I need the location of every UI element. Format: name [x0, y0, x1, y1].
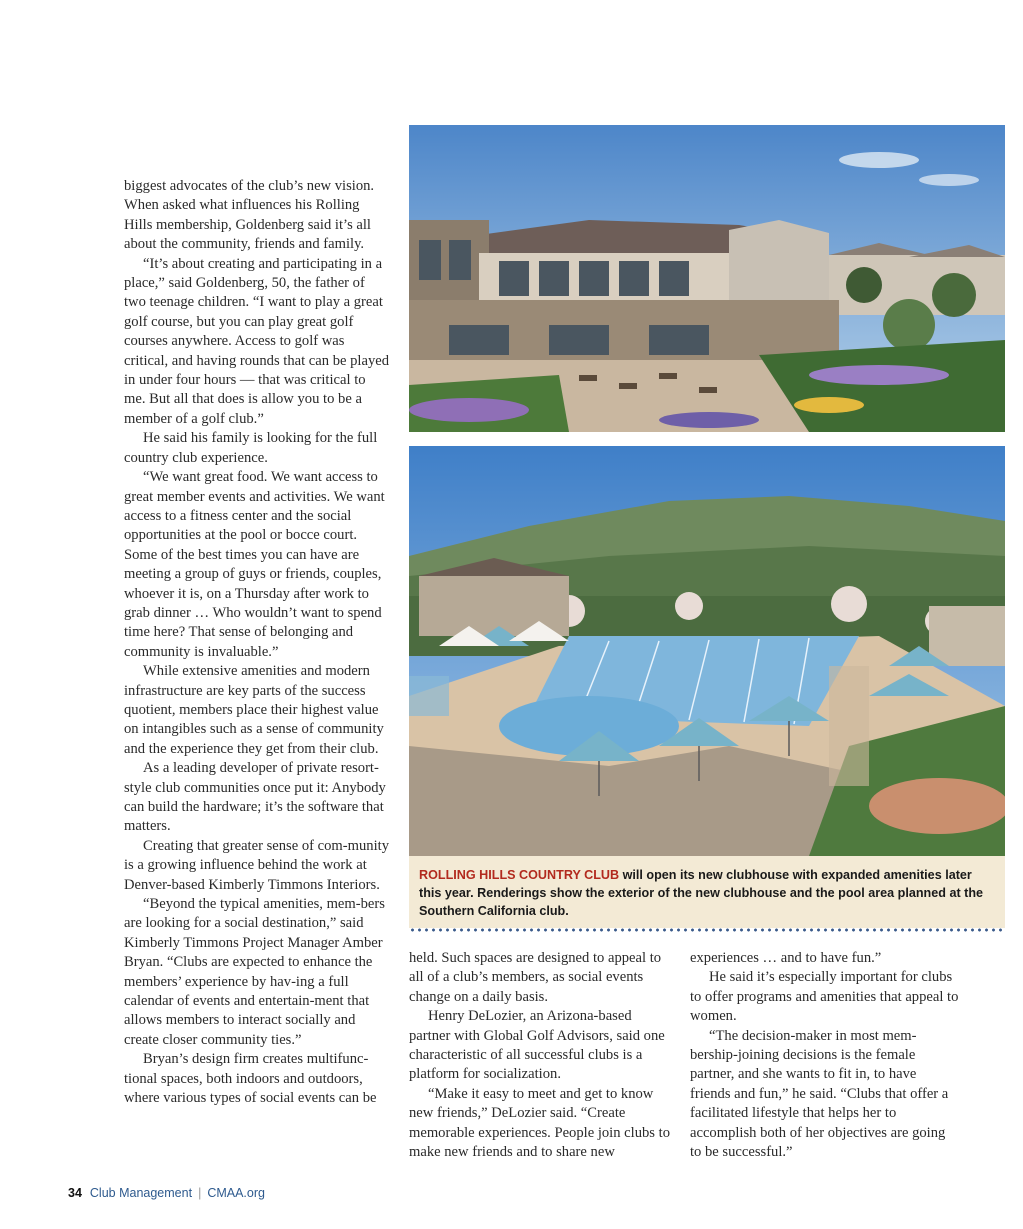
caption-body: will open its new clubhouse with expanded amenities later this year. Renderings show the exterior of the new clubhouse and the pool area planned at the Southern California club. — [419, 868, 984, 918]
article-paragraph: “Beyond the typical amenities, mem-bers are looking for a social destination,” said Kimberly Timmons Project Manager Amber Bryan. “Clubs are expected to enhance the members’ experience by hav-ing a full calendar of events and entertain-ment that allows members to interact socially and create closer community ties.” — [124, 896, 385, 1048]
article-paragraph: Henry DeLozier, an Arizona-based partner with Global Golf Advisors, said one characteristic of all successful clubs is a platform for socialization. — [409, 1008, 665, 1083]
footer-site[interactable]: CMAA.org — [207, 1186, 265, 1200]
article-paragraph: As a leading developer of private resort-style club communities once put it: Anybody can build the hardware; it’s the software that matters. — [124, 760, 386, 835]
caption-dotted-rule — [409, 926, 1005, 934]
article-paragraph: “We want great food. We want access to great member events and activities. We want access to a fitness center and the social opportunities at the pool or bocce court. Some of the best times you can have are meeting a group of guys or friends, couples, whoever it is, on a Thursday after work to grab dinner … Who wouldn’t want to spend time here? That sense of belonging and community is invaluable.” — [124, 469, 385, 660]
article-paragraph: While extensive amenities and modern infrastructure are key parts of the success quotient, members place their highest value on intangibles such as a sense of community and the experience they get from their club. — [124, 663, 384, 757]
article-paragraph: He said it’s especially important for clubs to offer programs and amenities that appeal to women. — [690, 969, 959, 1025]
clubhouse-rendering-photo — [409, 125, 1005, 432]
caption-lead: ROLLING HILLS COUNTRY CLUB — [419, 868, 620, 882]
article-paragraph: He said his family is looking for the full country club experience. — [124, 430, 378, 466]
article-paragraph: “Make it easy to meet and get to know new friends,” DeLozier said. “Create memorable experiences. People join clubs to make new friends and to share new — [409, 1085, 670, 1161]
article-paragraph: “It’s about creating and participating in a place,” said Goldenberg, 50, the father of two teenage children. “I want to play a great golf course, but you can play great golf courses anywhere. Access to golf was critical, and having rounds that can be played in under four hours — that was critical to me. But all that does is allow you to be a member of a golf club.” — [124, 255, 390, 427]
article-paragraph: held. Such spaces are designed to appeal to all of a club’s members, as social events change on a daily basis. — [409, 950, 662, 1005]
article-column-1 — [124, 177, 390, 1109]
article-column-2 — [409, 949, 671, 1162]
photo-caption — [409, 856, 1005, 928]
pool-area-rendering-photo — [409, 446, 1005, 856]
article-column-3 — [690, 949, 960, 1162]
footer-separator: | — [198, 1186, 202, 1200]
article-paragraph: biggest advocates of the club’s new vision. When asked what influences his Rolling Hills membership, Goldenberg said it’s all about the community, friends and family. — [124, 178, 375, 253]
page-footer — [68, 1186, 265, 1200]
article-paragraph: Creating that greater sense of com-munity is a growing influence behind the work at Denver-based Kimberly Timmons Interiors. — [124, 837, 389, 893]
article-paragraph: experiences … and to have fun.” — [690, 950, 882, 966]
publication-name: Club Management — [89, 1186, 193, 1200]
article-paragraph: Bryan’s design firm creates multifunc-tional spaces, both indoors and outdoors, where various types of social events can be — [124, 1051, 377, 1107]
page-number: 34 — [68, 1186, 82, 1200]
article-paragraph: “The decision-maker in most mem-bership-joining decisions is the female partner, and she wants to fit in, to have friends and fun,” he said. “Clubs that offer a facilitated lifestyle that helps her to accomplish both of her objectives are going to be successful.” — [690, 1027, 949, 1161]
